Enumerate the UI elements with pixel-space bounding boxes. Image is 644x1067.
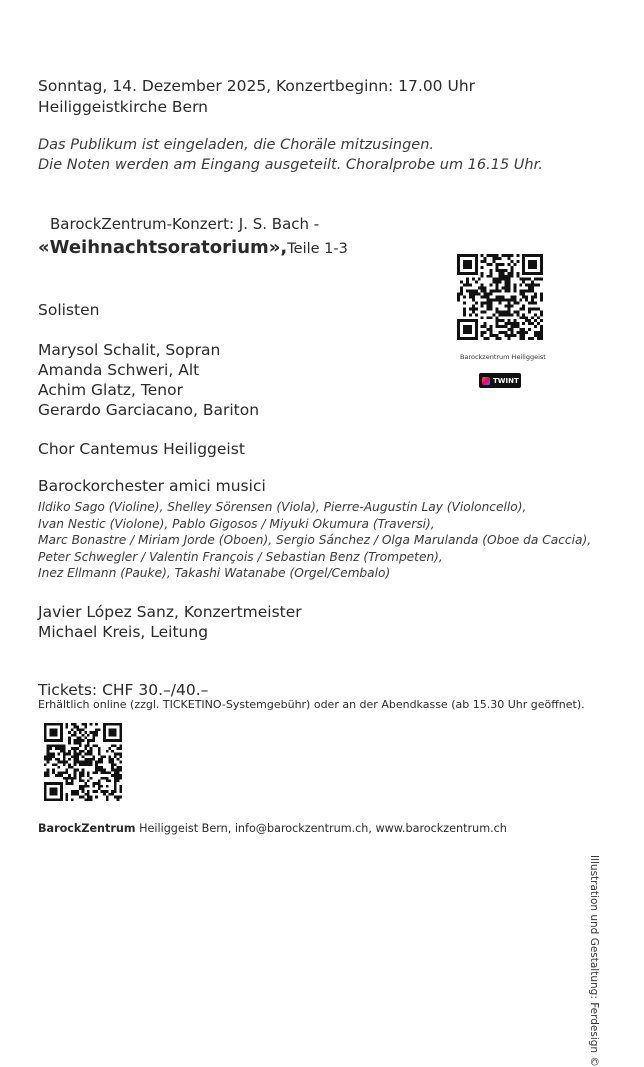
intro-text	[38, 135, 543, 175]
musicians-line: Inez Ellmann (Pauke), Takashi Watanabe (Orgel/Cembalo)	[38, 566, 391, 580]
musicians-line: Ivan Nestic (Violone), Pablo Gigosos / Miyuki Okumura (Traversi),	[38, 516, 435, 531]
program-title	[38, 237, 348, 258]
conductor: Michael Kreis, Leitung	[38, 623, 209, 641]
work-title: «Weihnachtsoratorium»,	[38, 237, 288, 258]
qr-modules	[457, 254, 543, 340]
qr-modules	[44, 723, 122, 801]
event-info	[38, 76, 475, 118]
footer-brand: BarockZentrum	[38, 822, 136, 835]
tickets-info: Erhältlich online (zzgl. TICKETINO-Systemgebühr) oder an der Abendkasse (ab 15.30 Uhr geöffnet).	[38, 698, 585, 711]
concertmaster: Javier López Sanz, Konzertmeister	[38, 603, 302, 621]
footer-contact: Heiliggeist Bern, info@barockzentrum.ch, www.barockzentrum.ch	[135, 822, 507, 835]
event-venue: Heiliggeistkirche Bern	[38, 98, 209, 116]
soloists-list	[38, 340, 259, 420]
tickets-qr-code[interactable]	[44, 723, 122, 801]
footer	[38, 822, 507, 835]
design-credit: Illustration und Gestaltung: Ferdesign ©	[588, 855, 600, 1067]
leaders	[38, 602, 302, 642]
orchestra-name: Barockorchester amici musici	[38, 477, 266, 495]
intro-line-2: Die Noten werden am Eingang ausgeteilt. Choralprobe um 16.15 Uhr.	[38, 157, 543, 173]
soloist: Amanda Schweri, Alt	[38, 361, 200, 379]
intro-line-1: Das Publikum ist eingeladen, die Choräle mitzusingen.	[38, 137, 435, 153]
donation-qr-code[interactable]	[457, 254, 543, 340]
soloists-heading: Solisten	[38, 301, 100, 319]
donation-caption: Barockzentrum Heiliggeist	[460, 353, 546, 361]
musicians-list	[38, 499, 591, 582]
twint-label: TWINT	[493, 376, 519, 385]
soloist: Achim Glatz, Tenor	[38, 381, 183, 399]
twint-icon	[482, 377, 490, 385]
musicians-line: Ildiko Sago (Violine), Shelley Sörensen (Viola), Pierre-Augustin Lay (Violoncello),	[38, 500, 527, 514]
event-date: Sonntag, 14. Dezember 2025, Konzertbeginn: 17.00 Uhr	[38, 77, 476, 95]
musicians-line: Peter Schwegler / Valentin François / Sebastian Benz (Trompeten),	[38, 549, 443, 564]
concert-line: BarockZentrum-Konzert: J. S. Bach -	[50, 215, 320, 233]
tickets-price: Tickets: CHF 30.–/40.–	[38, 681, 209, 699]
soloist: Marysol Schalit, Sopran	[38, 341, 221, 359]
soloist: Gerardo Garciacano, Bariton	[38, 401, 260, 419]
choir: Chor Cantemus Heiliggeist	[38, 440, 245, 458]
musicians-line: Marc Bonastre / Miriam Jorde (Oboen), Sergio Sánchez / Olga Marulanda (Oboe da Caccia),	[38, 533, 592, 547]
work-parts: Teile 1-3	[287, 241, 348, 257]
twint-badge	[479, 373, 521, 388]
